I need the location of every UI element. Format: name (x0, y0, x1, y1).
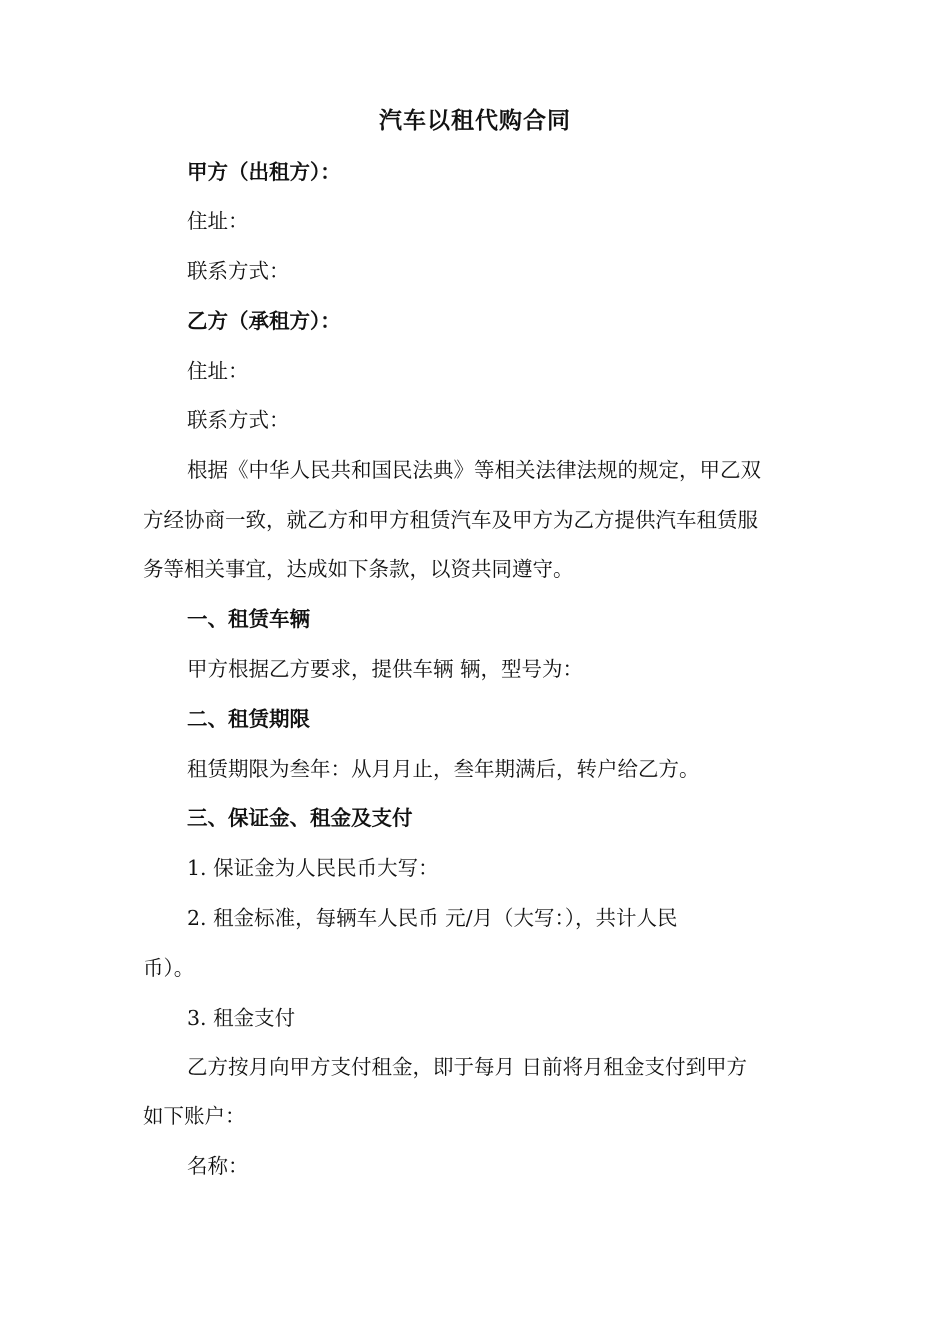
payment-line-1: 乙方按月向甲方支付租金，即于每月 日前将月租金支付到甲方 (187, 1055, 748, 1079)
account-name: 名称： (187, 1154, 249, 1178)
party-b-contact: 联系方式： (187, 408, 290, 432)
section-2-heading: 二、租赁期限 (187, 707, 310, 731)
preamble-line-1: 根据《中华人民共和国民法典》等相关法律法规的规定，甲乙双 (187, 458, 761, 482)
section-1-body: 甲方根据乙方要求，提供车辆 辆，型号为： (187, 657, 584, 681)
party-a-address: 住址： (187, 209, 249, 233)
section-3-item-2: 2. 租金标准，每辆车人民币 元/月（大写：），共计人民 (187, 906, 678, 930)
party-b-heading: 乙方（承租方）： (187, 309, 341, 333)
section-3-item-2-cont: 币）。 (143, 956, 195, 980)
preamble-line-2: 方经协商一致，就乙方和甲方租赁汽车及甲方为乙方提供汽车租赁服 (143, 508, 758, 532)
section-1-heading: 一、租赁车辆 (187, 607, 310, 631)
section-3-item-1: 1. 保证金为人民民币大写： (187, 856, 439, 880)
document-title: 汽车以租代购合同 (379, 107, 571, 134)
party-b-address: 住址： (187, 359, 249, 383)
preamble-line-3: 务等相关事宜，达成如下条款，以资共同遵守。 (143, 557, 574, 581)
party-a-contact: 联系方式： (187, 259, 290, 283)
party-a-heading: 甲方（出租方）： (187, 160, 341, 184)
payment-line-2: 如下账户： (143, 1104, 246, 1128)
section-3-item-3: 3. 租金支付 (187, 1006, 296, 1030)
section-2-body: 租赁期限为叁年：从月月止，叁年期满后，转户给乙方。 (187, 757, 700, 781)
section-3-heading: 三、保证金、租金及支付 (187, 806, 413, 830)
